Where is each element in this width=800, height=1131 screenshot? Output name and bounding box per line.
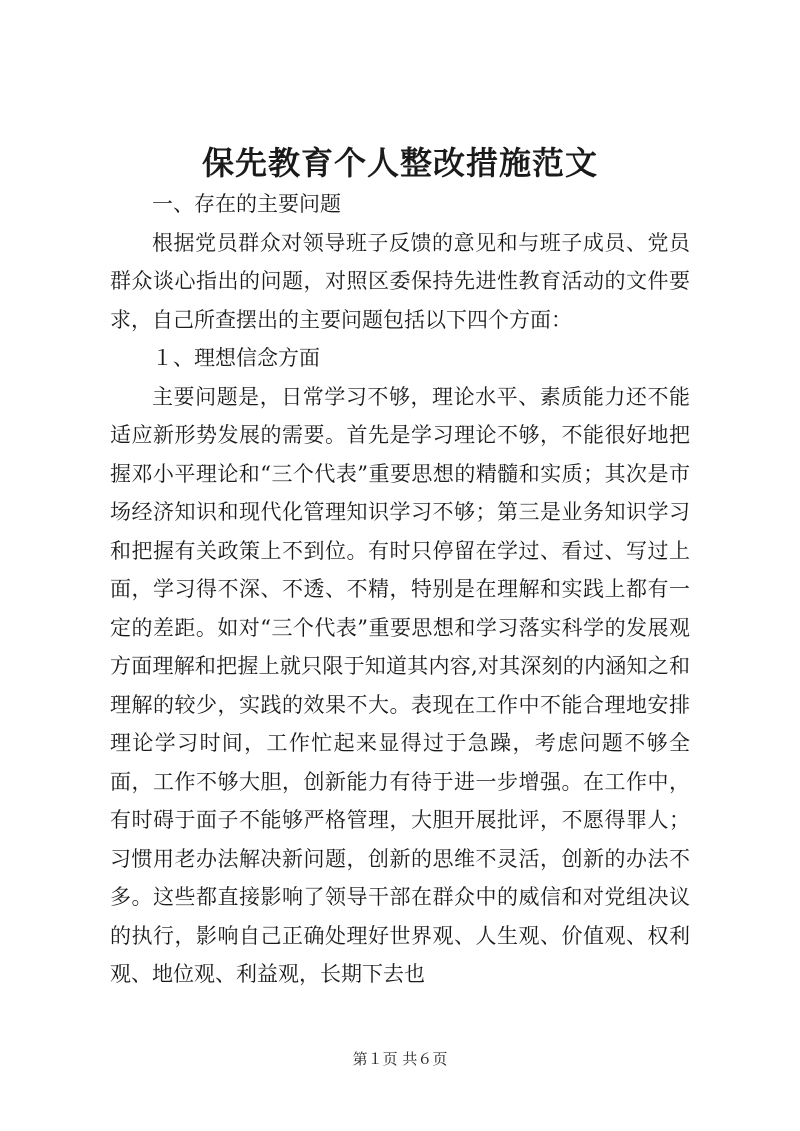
subsection-heading: １、理想信念方面 bbox=[152, 346, 320, 370]
page-number-footer: 第１页 共６页 bbox=[352, 1050, 448, 1068]
document-body bbox=[110, 185, 690, 994]
body-paragraph: 主要问题是，日常学习不够，理论水平、素质能力还不能适应新形势发展的需要。首先是学习理论不够，不能很好地把握邓小平理论和“三个代表”重要思想的精髓和实质；其次是市场经济知识和现代化管理知识学习不够；第三是业务知识学习和把握有关政策上不到位。有时只停留在学过、看过、写过上面，学习得不深、不透、不精，特别是在理解和实践上都有一定的差距。如对“三个代表”重要思想和学习落实科学的发展观方面理解和把握上就只限于知道其内容,对其深刻的内涵知之和理解的较少，实践的效果不大。表现在工作中不能合理地安排理论学习时间，工作忙起来显得过于急躁，考虑问题不够全面，工作不够大胆，创新能力有待于进一步增强。在工作中，有时碍于面子不能够严格管理，大胆开展批评，不愿得罪人；习惯用老办法解决新问题，创新的思维不灵活，创新的办法不多。这些都直接影响了领导干部在群众中的威信和对党组决议的执行，影响自己正确处理好世界观、人生观、价值观、权利观、地位观、利益观，长期下去也 bbox=[110, 384, 690, 986]
body-paragraph: 根据党员群众对领导班子反馈的意见和与班子成员、党员群众谈心指出的问题，对照区委保持先进性教育活动的文件要求，自己所查摆出的主要问题包括以下四个方面： bbox=[110, 230, 690, 332]
document-title: 保先教育个人整改措施范文 bbox=[201, 144, 598, 182]
section-heading: 一、存在的主要问题 bbox=[152, 192, 341, 216]
